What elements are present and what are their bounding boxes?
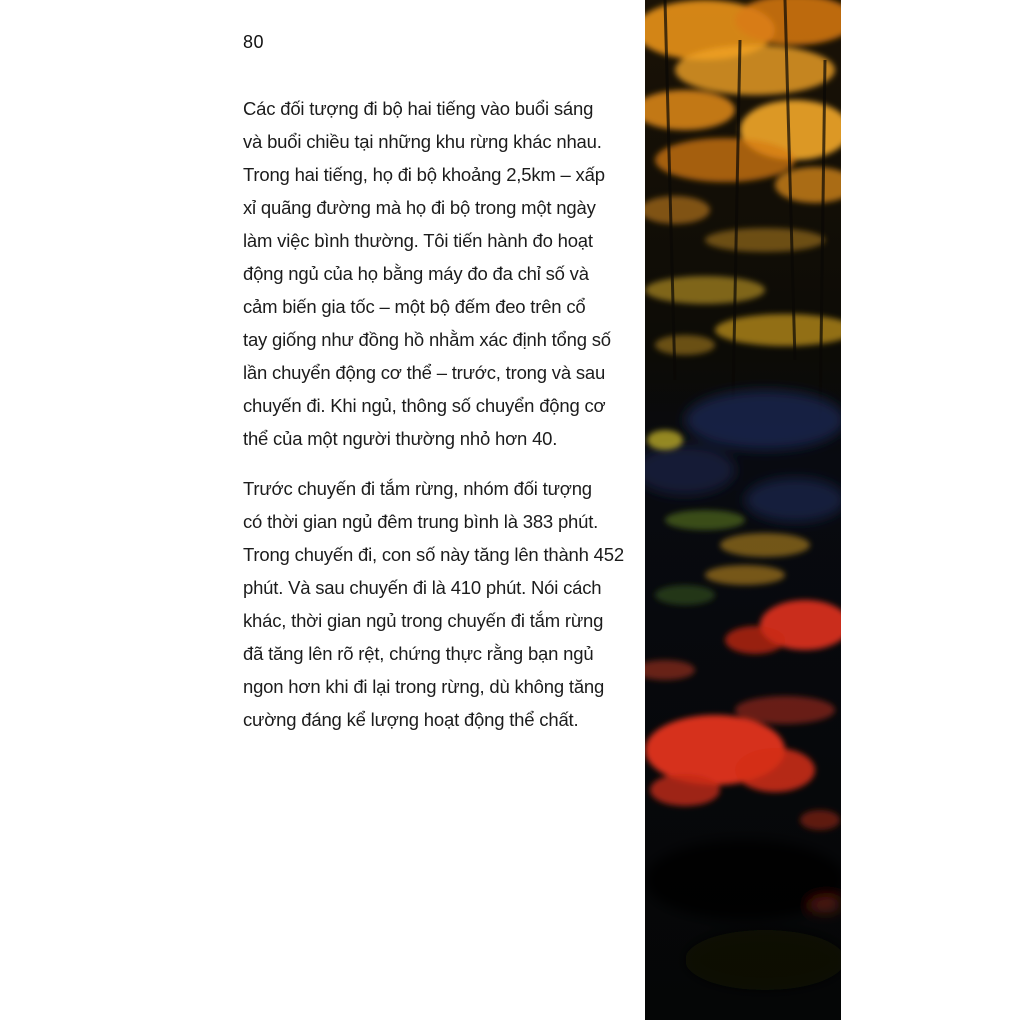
text-line: cường đáng kể lượng hoạt động thể chất.	[243, 709, 579, 730]
text-line: ngon hơn khi đi lại trong rừng, dù không tăng	[243, 676, 605, 697]
paragraph-2	[243, 472, 624, 736]
text-line: và buổi chiều tại những khu rừng khác nhau.	[243, 131, 602, 152]
body-text	[243, 92, 624, 736]
autumn-forest-photo	[645, 0, 841, 1020]
paragraph-1	[243, 92, 611, 455]
text-line: chuyến đi. Khi ngủ, thông số chuyển động cơ	[243, 395, 606, 416]
text-line: Các đối tượng đi bộ hai tiếng vào buổi sáng	[243, 98, 594, 119]
text-line: cảm biến gia tốc – một bộ đếm đeo trên cổ	[243, 296, 586, 317]
text-line: Trong chuyến đi, con số này tăng lên thành 452	[243, 544, 624, 565]
forest-illustration	[645, 0, 841, 1020]
text-line: động ngủ của họ bằng máy đo đa chỉ số và	[243, 263, 589, 284]
text-line: thể của một người thường nhỏ hơn 40.	[243, 428, 558, 449]
text-line: phút. Và sau chuyến đi là 410 phút. Nói cách	[243, 577, 602, 598]
text-line: tay giống như đồng hồ nhằm xác định tổng số	[243, 329, 611, 350]
text-line: xỉ quãng đường mà họ đi bộ trong một ngày	[243, 197, 596, 218]
text-line: làm việc bình thường. Tôi tiến hành đo hoạt	[243, 230, 593, 251]
text-line: Trong hai tiếng, họ đi bộ khoảng 2,5km – xấp	[243, 164, 605, 185]
text-line: lần chuyển động cơ thể – trước, trong và sau	[243, 362, 606, 383]
text-line: đã tăng lên rõ rệt, chứng thực rằng bạn ngủ	[243, 643, 594, 664]
page-number: 80	[243, 32, 265, 52]
text-line: có thời gian ngủ đêm trung bình là 383 phút.	[243, 511, 599, 532]
text-line: khác, thời gian ngủ trong chuyến đi tắm rừng	[243, 610, 604, 631]
text-line: Trước chuyến đi tắm rừng, nhóm đối tượng	[243, 478, 592, 499]
